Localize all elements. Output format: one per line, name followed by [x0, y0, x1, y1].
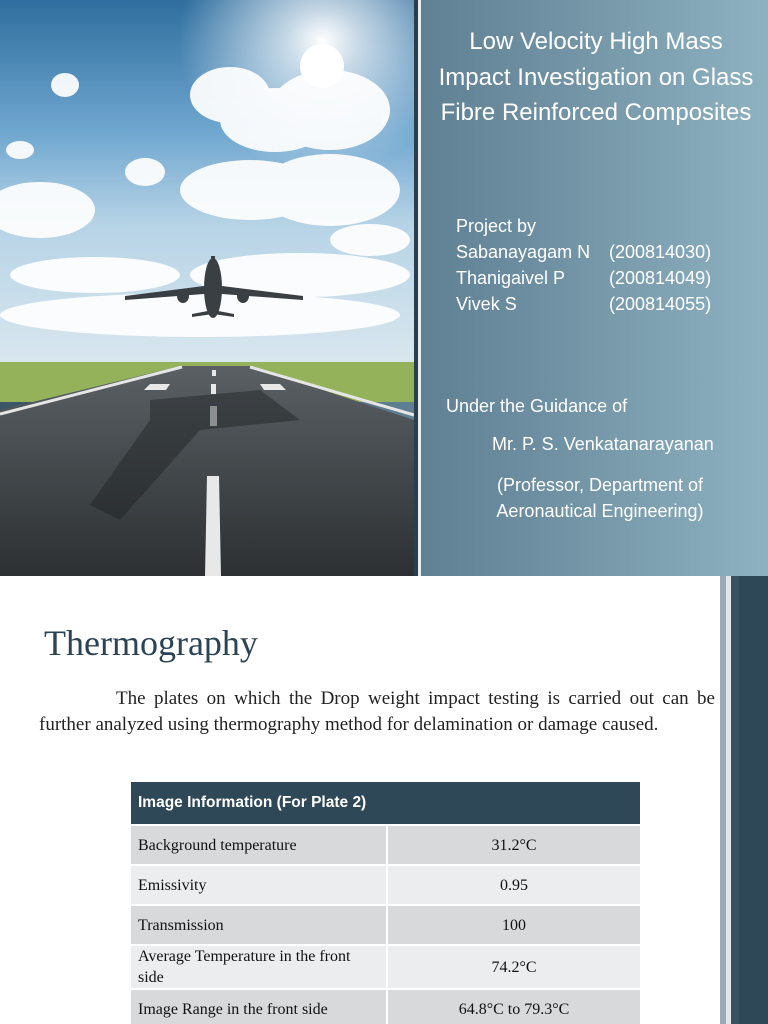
member-id: (200814030) [609, 242, 712, 262]
row-label: Average Temperature in the front side [130, 945, 387, 989]
member-row [456, 291, 756, 317]
row-value: 74.2°C [387, 945, 641, 989]
member-name: Vivek S [456, 294, 517, 314]
row-label: Background temperature [130, 825, 387, 865]
body-paragraph: The plates on which the Drop weight impact testing is carried out can be further analyzed using thermography method for delamination or damage caused. [39, 688, 715, 735]
row-label: Emissivity [130, 865, 387, 905]
sun-icon [300, 44, 344, 88]
table-row [130, 905, 641, 945]
table-header: Image Information (For Plate 2) [130, 781, 641, 825]
row-value: 64.8°C to 79.3°C [387, 989, 641, 1024]
member-row [456, 239, 756, 265]
guide-name: Mr. P. S. Venkatanarayanan [492, 434, 714, 454]
project-members [456, 213, 756, 317]
row-value: 0.95 [387, 865, 641, 905]
member-id: (200814055) [609, 294, 712, 314]
guidance-label: Under the Guidance of [446, 396, 628, 416]
member-name: Thanigaivel P [456, 268, 566, 288]
member-id: (200814049) [609, 268, 712, 288]
row-label: Transmission [130, 905, 387, 945]
slide-title: Low Velocity High Mass Impact Investigation on Glass Fibre Reinforced Composites [438, 28, 754, 126]
side-bar [739, 576, 768, 1024]
project-by-label: Project by [456, 216, 537, 236]
row-label: Image Range in the front side [130, 989, 387, 1024]
row-value: 31.2°C [387, 825, 641, 865]
divider-bar-light [418, 0, 421, 576]
section-title: Thermography [44, 623, 258, 663]
member-name: Sabanayagam N [456, 242, 591, 262]
runway-photo [0, 0, 414, 576]
table-row [130, 945, 641, 989]
table-header-row [130, 781, 641, 825]
table-row [130, 865, 641, 905]
side-bar [731, 576, 739, 1024]
thermography-slide [0, 576, 768, 1024]
guide-role: (Professor, Department of Aeronautical Engineering) [496, 475, 704, 521]
row-value: 100 [387, 905, 641, 945]
image-info-table [129, 780, 642, 1024]
member-row [456, 265, 756, 291]
table-row [130, 989, 641, 1024]
table-row [130, 825, 641, 865]
